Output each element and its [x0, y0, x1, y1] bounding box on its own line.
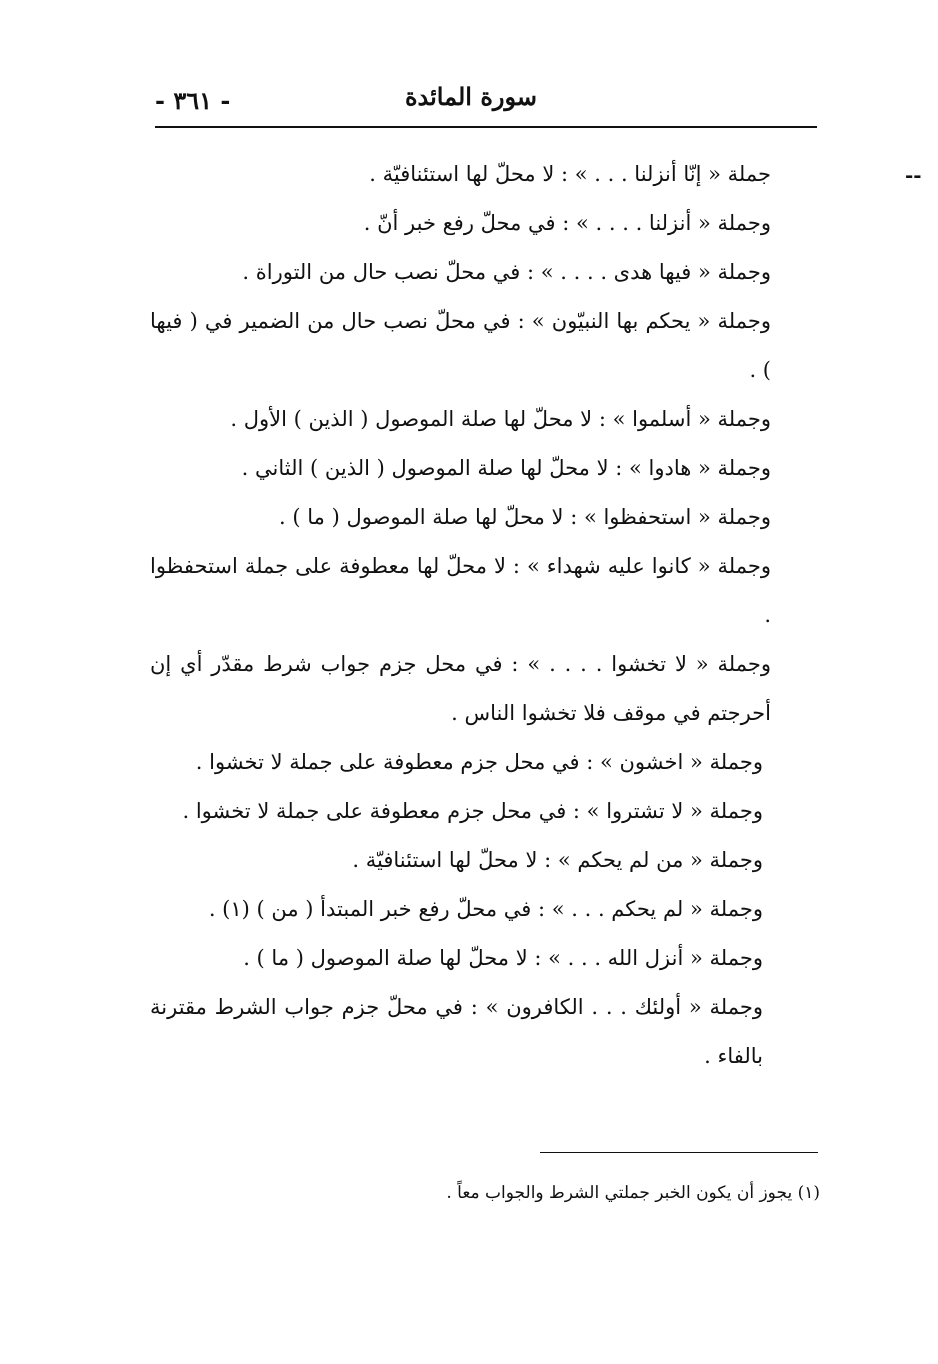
paragraph: وجملة « أولئك . . . الكافرون » : في محلّ جزم جواب الشرط مقترنة بالفاء .	[150, 995, 763, 1068]
page-number: - ٣٦١ -	[155, 86, 231, 115]
header-rule	[155, 126, 817, 128]
footnote-rule	[540, 1152, 818, 1153]
paragraph: وجملة « اخشون » : في محل جزم معطوفة على جملة لا تخشوا .	[195, 750, 763, 774]
paragraph: وجملة « كانوا عليه شهداء » : لا محلّ لها معطوفة على جملة استحفظوا .	[150, 554, 771, 627]
paragraph: وجملة « هادوا » : لا محلّ لها صلة الموصول ( الذين ) الثاني .	[241, 456, 771, 480]
paragraph: وجملة « لم يحكم . . . » : في محلّ رفع خبر المبتدأ ( من ) (١) .	[208, 897, 763, 921]
paragraph: وجملة « من لم يحكم » : لا محلّ لها استئنافيّة .	[352, 848, 763, 872]
paragraph: جملة « إنّا أنزلنا . . . » : لا محلّ لها استئنافيّة .	[369, 162, 771, 186]
running-title: سورة المائدة	[404, 82, 537, 111]
page-header	[155, 78, 817, 124]
paragraph: وجملة « استحفظوا » : لا محلّ لها صلة الموصول ( ما ) .	[279, 505, 771, 529]
paragraph: وجملة « لا تخشوا . . . . » : في محل جزم جواب شرط مقدّر أي إن أحرجتم في موقف فلا تخشوا الناس .	[150, 652, 771, 725]
margin-mark: --	[905, 163, 922, 187]
paragraph: وجملة « أسلموا » : لا محلّ لها صلة الموصول ( الذين ) الأول .	[230, 407, 771, 431]
paragraph: وجملة « لا تشتروا » : في محل جزم معطوفة على جملة لا تخشوا .	[182, 799, 763, 823]
paragraph: وجملة « فيها هدى . . . . » : في محلّ نصب حال من التوراة .	[242, 260, 771, 284]
footnote: (١) يجوز أن يكون الخبر جملتي الشرط والجواب معاً .	[446, 1183, 820, 1203]
paragraph: وجملة « أنزلنا . . . . » : في محلّ رفع خبر أنّ .	[363, 211, 771, 235]
paragraph: وجملة « يحكم بها النبيّون » : في محلّ نصب حال من الضمير في ( فيها ) .	[150, 309, 771, 382]
body-text	[150, 150, 825, 1081]
paragraph: وجملة « أنزل الله . . . » : لا محلّ لها صلة الموصول ( ما ) .	[243, 946, 763, 970]
